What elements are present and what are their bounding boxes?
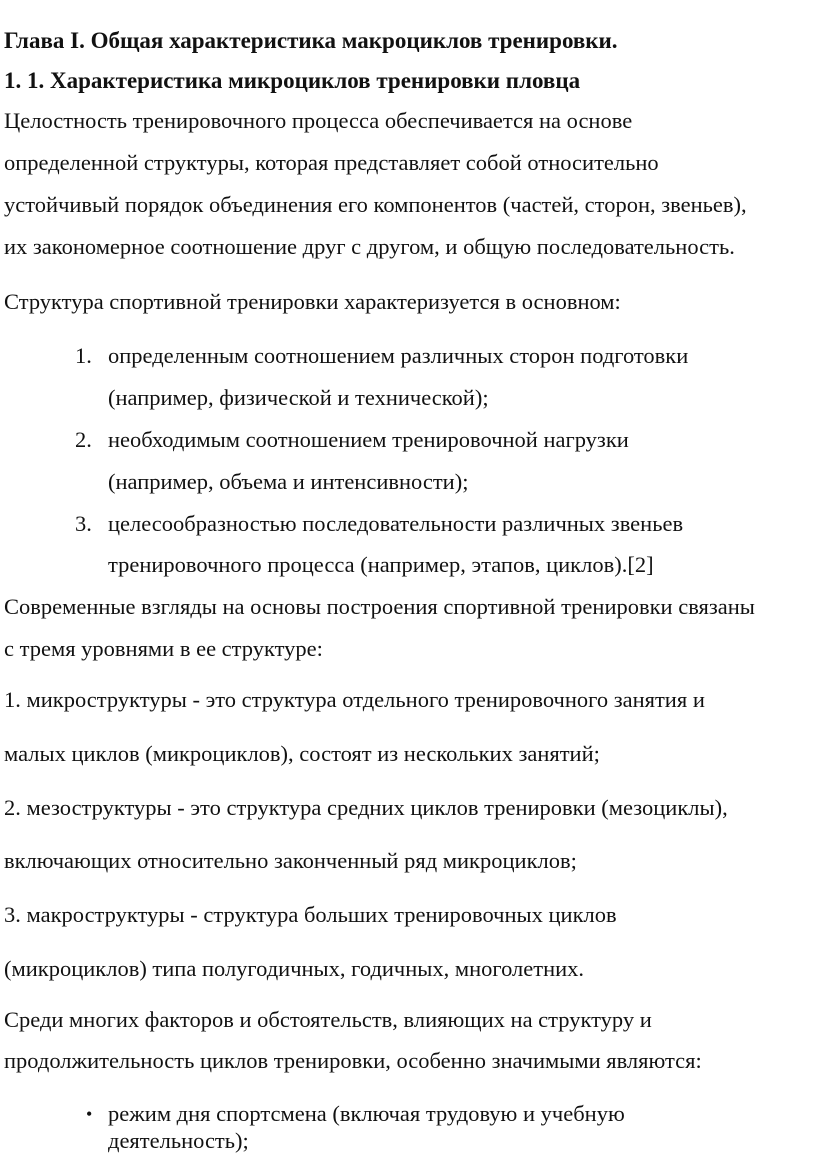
list-item-line: целесообразностью последовательности различных звеньев — [108, 511, 684, 536]
list-item-line: тренировочного процесса (например, этапов, циклов).[2] — [108, 552, 654, 577]
paragraph-line: Целостность тренировочного процесса обеспечивается на основе — [4, 108, 633, 133]
paragraph-line: устойчивый порядок объединения его компонентов (частей, сторон, звеньев), — [4, 192, 747, 217]
paragraph-line: определенной структуры, которая представляет собой относительно — [4, 150, 659, 175]
paragraph-line: их закономерное соотношение друг с другом, и общую последовательность. — [4, 234, 735, 259]
paragraph-line: 3. макроструктуры - структура больших тренировочных циклов — [4, 902, 617, 927]
paragraph-line: продолжительность циклов тренировки, особенно значимыми являются: — [4, 1048, 702, 1073]
list-item-line: необходимым соотношением тренировочной нагрузки — [108, 427, 629, 452]
paragraph-line: Современные взгляды на основы построения спортивной тренировки связаны — [4, 594, 755, 619]
list-item-line: деятельность); — [108, 1128, 249, 1153]
list-item-line: (например, объема и интенсивности); — [108, 469, 469, 494]
paragraph-line: малых циклов (микроциклов), состоят из нескольких занятий; — [4, 741, 600, 766]
list-item-line: режим дня спортсмена (включая трудовую и учебную — [108, 1101, 625, 1126]
list-number: 1. — [75, 343, 92, 368]
chapter-heading: Глава I. Общая характеристика макроциклов тренировки. — [4, 28, 618, 53]
paragraph-line: (микроциклов) типа полугодичных, годичных, многолетних. — [4, 956, 585, 981]
paragraph-line: включающих относительно законченный ряд микроциклов; — [4, 848, 577, 873]
paragraph-line: Структура спортивной тренировки характеризуется в основном: — [4, 289, 621, 314]
list-item-line: (например, физической и технической); — [108, 385, 489, 410]
paragraph-line: 1. микроструктуры - это структура отдельного тренировочного занятия и — [4, 687, 705, 712]
list-number: 2. — [75, 427, 92, 452]
paragraph-line: 2. мезоструктуры - это структура средних циклов тренировки (мезоциклы), — [4, 795, 728, 820]
section-heading: 1. 1. Характеристика микроциклов тренировки пловца — [4, 68, 581, 93]
list-number: 3. — [75, 511, 92, 536]
list-item-line: определенным соотношением различных сторон подготовки — [108, 343, 689, 368]
paragraph-line: с тремя уровнями в ее структуре: — [4, 636, 323, 661]
paragraph-line: Среди многих факторов и обстоятельств, влияющих на структуру и — [4, 1007, 652, 1032]
bullet-icon: • — [86, 1104, 93, 1124]
